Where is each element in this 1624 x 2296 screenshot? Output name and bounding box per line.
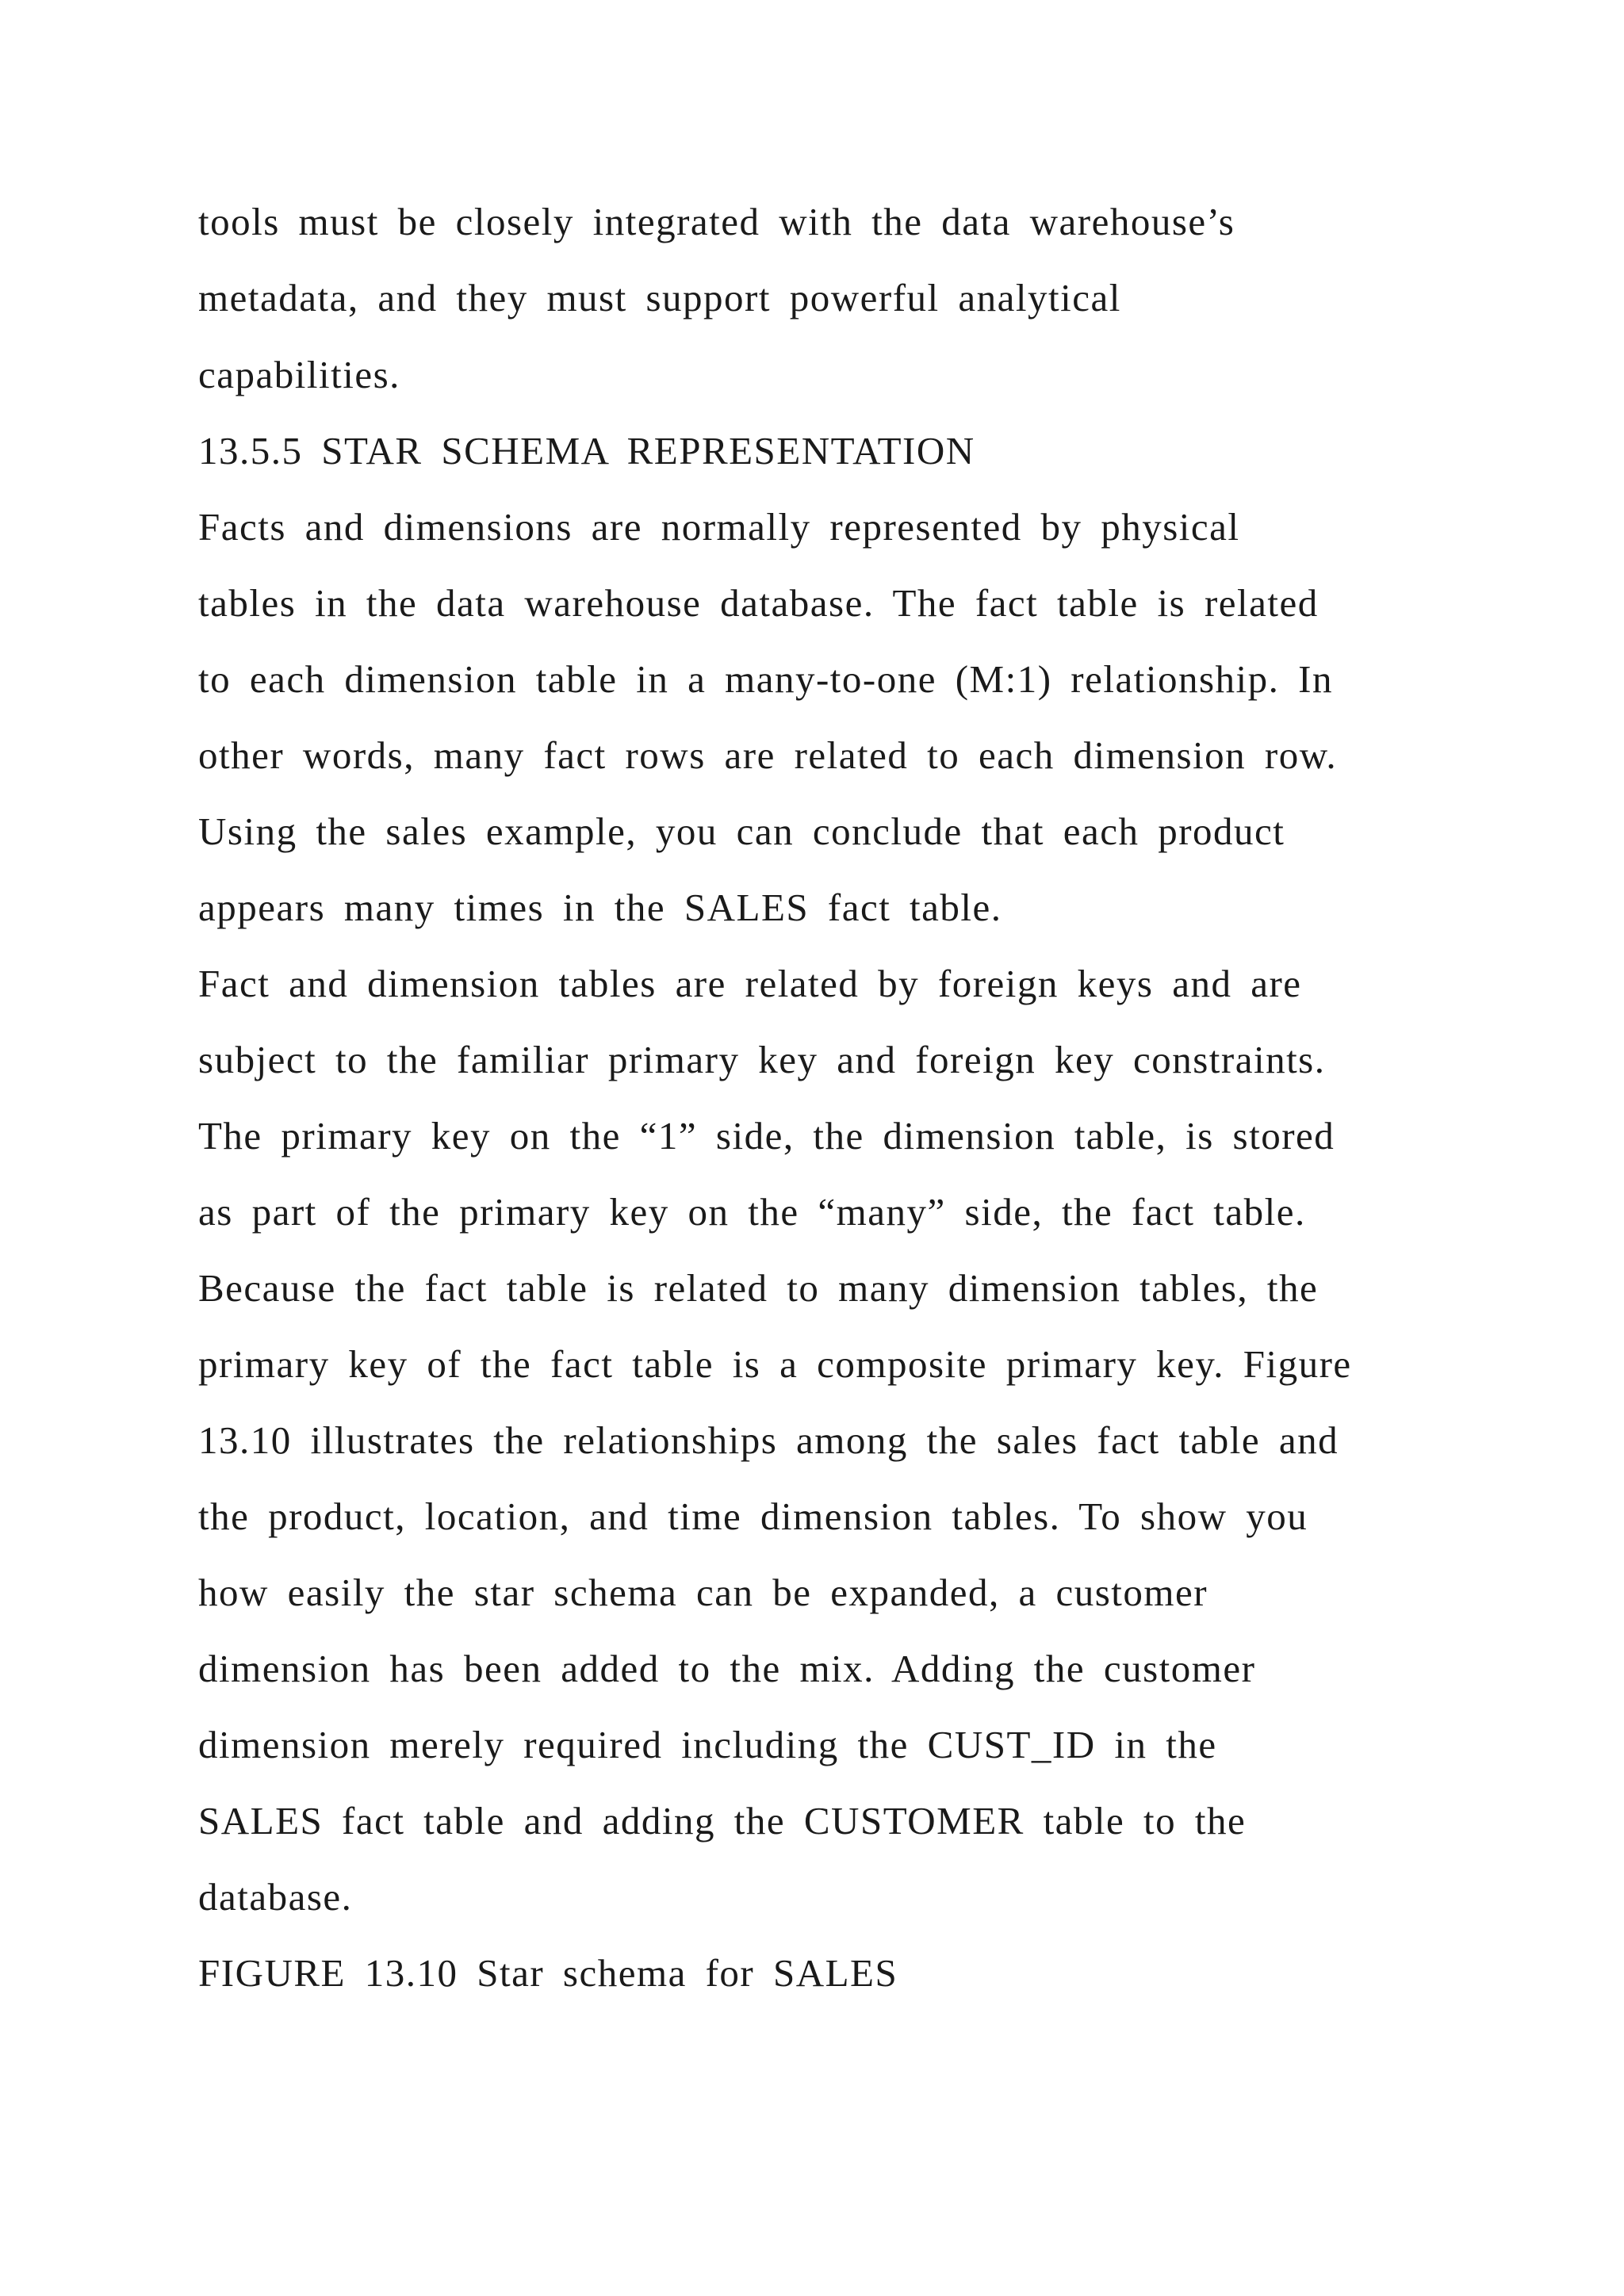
- paragraph-line: metadata, and they must support powerful analytical: [198, 276, 1121, 320]
- paragraph-line: tools must be closely integrated with the data warehouse’s: [198, 200, 1235, 243]
- paragraph-line: capabilities.: [198, 353, 400, 396]
- paragraph-line: 13.10 illustrates the relationships among the sales fact table and: [198, 1418, 1339, 1462]
- paragraph-line: Because the fact table is related to many dimension tables, the: [198, 1266, 1319, 1310]
- paragraph-line: Using the sales example, you can conclude that each product: [198, 809, 1285, 853]
- paragraph-line: dimension has been added to the mix. Adding the customer: [198, 1647, 1256, 1690]
- section-heading: 13.5.5 STAR SCHEMA REPRESENTATION: [198, 429, 975, 473]
- paragraph-line: database.: [198, 1875, 353, 1919]
- paragraph-line: subject to the familiar primary key and foreign key constraints.: [198, 1038, 1326, 1081]
- paragraph-line: SALES fact table and adding the CUSTOMER table to the: [198, 1799, 1247, 1843]
- paragraph-line: tables in the data warehouse database. The fact table is related: [198, 581, 1319, 625]
- paragraph-line: appears many times in the SALES fact table.: [198, 886, 1002, 929]
- paragraph-line: primary key of the fact table is a composite primary key. Figure: [198, 1342, 1352, 1386]
- paragraph-line: Facts and dimensions are normally represented by physical: [198, 505, 1240, 549]
- paragraph-line: Fact and dimension tables are related by foreign keys and are: [198, 962, 1302, 1005]
- paragraph-line: the product, location, and time dimension tables. To show you: [198, 1494, 1308, 1538]
- figure-caption: FIGURE 13.10 Star schema for SALES: [198, 1951, 898, 1995]
- paragraph-line: dimension merely required including the CUST_ID in the: [198, 1723, 1217, 1766]
- paragraph-line: as part of the primary key on the “many” side, the fact table.: [198, 1190, 1306, 1234]
- paragraph-line: The primary key on the “1” side, the dimension table, is stored: [198, 1114, 1335, 1158]
- paragraph-line: how easily the star schema can be expanded, a customer: [198, 1571, 1208, 1614]
- paragraph-line: other words, many fact rows are related to each dimension row.: [198, 733, 1338, 777]
- paragraph-line: to each dimension table in a many-to-one (M:1) relationship. In: [198, 657, 1333, 701]
